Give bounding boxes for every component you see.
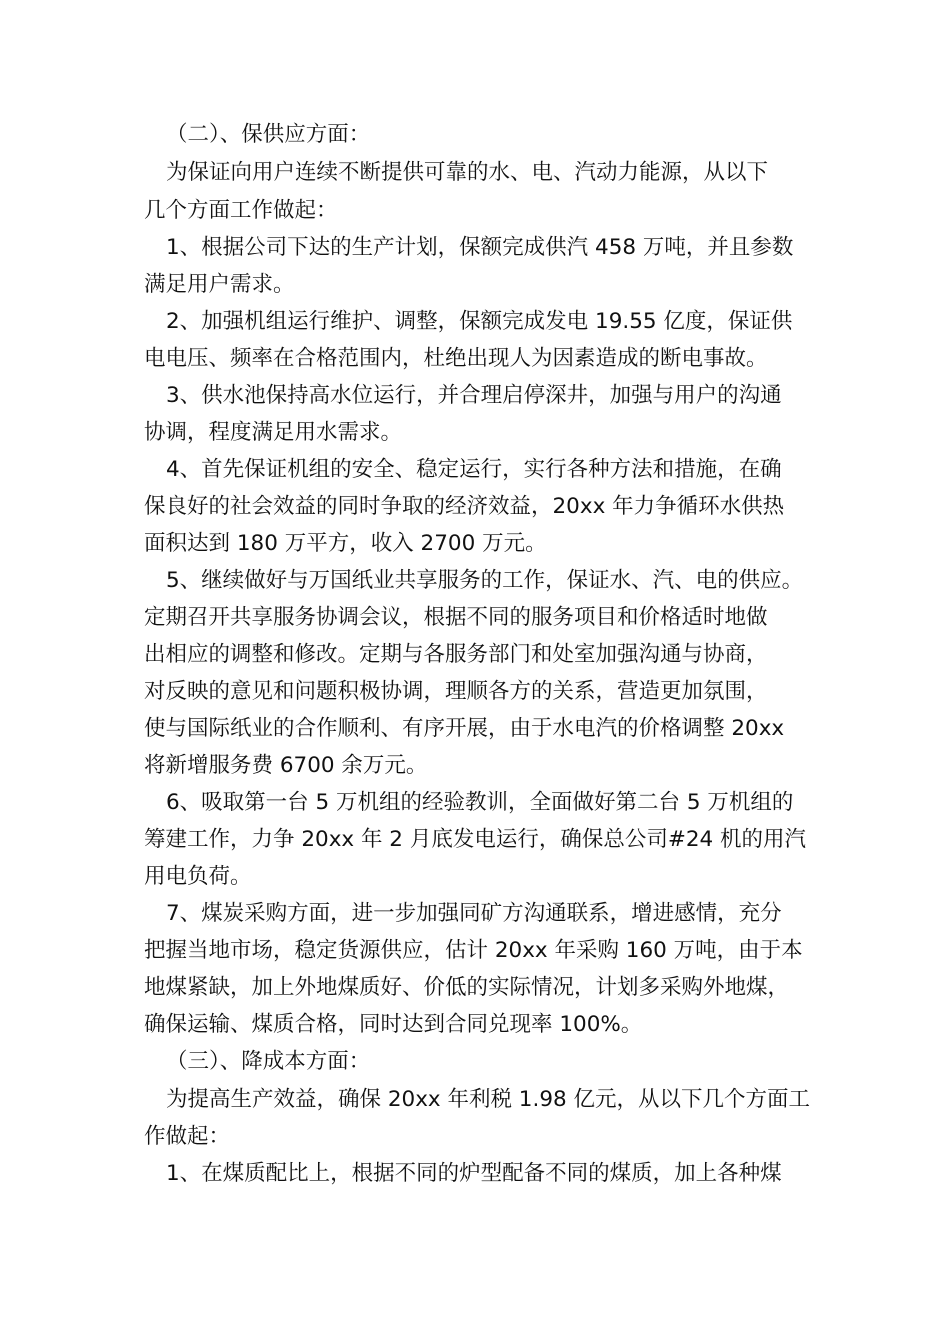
- list-item-line: 5、继续做好与万国纸业共享服务的工作，保证水、汽、电的供应。: [166, 568, 804, 593]
- paragraph-line: 为提高生产效益，确保 20xx 年利税 1.98 亿元，从以下几个方面工: [166, 1087, 811, 1112]
- list-item-line: 确保运输、煤质合格，同时达到合同兑现率 100%。: [144, 1012, 643, 1037]
- list-item-line: 用电负荷。: [144, 864, 252, 889]
- list-item-line: 使与国际纸业的合作顺利、有序开展，由于水电汽的价格调整 20xx: [144, 716, 785, 741]
- list-item-line: 将新增服务费 6700 余万元。: [144, 753, 428, 778]
- paragraph-line: 为保证向用户连续不断提供可靠的水、电、汽动力能源，从以下: [166, 160, 769, 185]
- paragraph-line: 作做起：: [144, 1124, 231, 1149]
- list-item-line: 筹建工作，力争 20xx 年 2 月底发电运行，确保总公司#24 机的用汽: [144, 827, 807, 852]
- list-item-line: 1、根据公司下达的生产计划，保额完成供汽 458 万吨，并且参数: [166, 235, 794, 260]
- section-heading-cost: （三）、降成本方面：: [166, 1049, 371, 1074]
- paragraph-line: 几个方面工作做起：: [144, 198, 338, 223]
- list-item-line: 协调，程度满足用水需求。: [144, 420, 403, 445]
- list-item-line: 保良好的社会效益的同时争取的经济效益，20xx 年力争循环水供热: [144, 494, 785, 519]
- list-item-line: 6、吸取第一台 5 万机组的经验教训，全面做好第二台 5 万机组的: [166, 790, 794, 815]
- list-item-line: 3、供水池保持高水位运行，并合理启停深井，加强与用户的沟通: [166, 383, 782, 408]
- list-item-line: 1、在煤质配比上，根据不同的炉型配备不同的煤质，加上各种煤: [166, 1161, 782, 1186]
- list-item-line: 定期召开共享服务协调会议，根据不同的服务项目和价格适时地做: [144, 605, 768, 630]
- list-item-line: 2、加强机组运行维护、调整，保额完成发电 19.55 亿度，保证供: [166, 309, 793, 334]
- list-item-line: 电电压、频率在合格范围内，杜绝出现人为因素造成的断电事故。: [144, 346, 768, 371]
- list-item-line: 把握当地市场，稳定货源供应，估计 20xx 年采购 160 万吨，由于本: [144, 938, 803, 963]
- list-item-line: 对反映的意见和问题积极协调，理顺各方的关系，营造更加氛围，: [144, 679, 768, 704]
- list-item-line: 地煤紧缺，加上外地煤质好、价低的实际情况，计划多采购外地煤，: [144, 975, 790, 1000]
- section-heading-supply: （二）、保供应方面：: [166, 122, 371, 147]
- list-item-line: 7、煤炭采购方面，进一步加强同矿方沟通联系，增进感情，充分: [166, 901, 782, 926]
- list-item-line: 4、首先保证机组的安全、稳定运行，实行各种方法和措施，在确: [166, 457, 782, 482]
- list-item-line: 出相应的调整和修改。定期与各服务部门和处室加强沟通与协商，: [144, 642, 768, 667]
- list-item-line: 面积达到 180 万平方，收入 2700 万元。: [144, 531, 547, 556]
- list-item-line: 满足用户需求。: [144, 272, 295, 297]
